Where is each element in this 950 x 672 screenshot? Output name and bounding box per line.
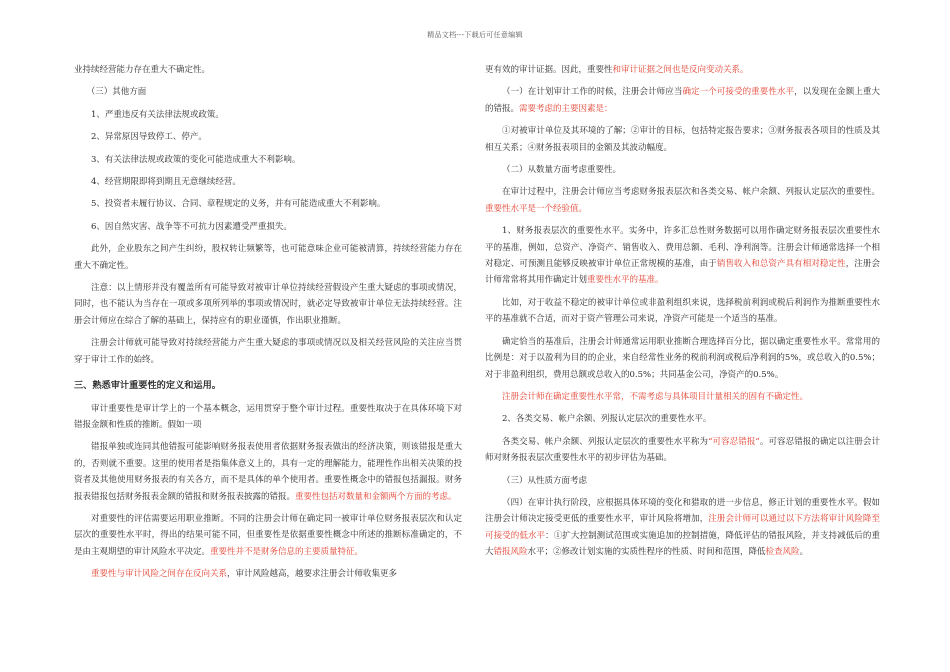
subheading-quantity: （二）从数量方面考虑重要性。 [502,165,622,176]
highlight-text: 需要考虑的主要因素是： [519,103,613,114]
paragraph-planning [485,84,880,117]
audit-process-text: 在审计过程中，注册会计师应当考虑财务报表层次和各类交易、帐户余额、列报认定层次的重要性。 [502,187,880,198]
paragraph-continuation [485,62,880,78]
section-heading-materiality: 三、熟悉审计重要性的定义和运用。 [74,380,221,392]
highlight-text: 确定一个可接受的重要性水平 [682,87,795,98]
highlight-text: 注册会计师可以通过以下方法将审计风险降至可接受的低水平 [485,514,880,541]
relation-text: ，审计风险越高，越要求注册会计师收集更多 [227,569,398,580]
right-column [485,62,880,567]
paragraph-evaluation [74,511,462,560]
highlight-text: 重要性与审计风险之间存在反向关系 [91,569,228,580]
paragraph-statement-level [485,223,880,289]
paragraph-inverse-relation [74,566,462,582]
list-item: 1、严重违反有关法律法规或政策。 [91,109,224,120]
planning-text: ，以发现在金额上重大的错报。 [485,87,880,114]
evaluation-text: 对重要性的评估需要运用职业推断。不同的注册会计师在确定同一被审计单位财务报表层次和认定层次的重要性水平时，得出的结果可能不同，但重要性是依据重要性概念中所述的推断标准确定的，不是由主观期望的审计风险水平决定。 [74,513,462,557]
highlight-text: “可容忍错报” [708,436,760,447]
paragraph-materiality-definition: 审计重要性是审计学上的一个基本概念，运用贯穿于整个审计过程。重要性取决于在具体环境下对错报金额和性质的推断。假如一项 [74,403,462,430]
execution-text: 水平；②修改计划实施的实质性程序的性质、时间和范围，降低 [527,547,766,558]
paragraph-factors: ①对被审计单位及其环境的了解；②审计的目标，包括特定报告要求；③财务报表各项目的性质及其相互关系；④财务报表项目的金额及其波动幅度。 [485,126,880,153]
paragraph-execution-stage [485,495,880,561]
paragraph-percentages: 确定恰当的基准后，注册会计师通常运用职业推断合理选择百分比，据以确定重要性水平。常常用的比例是：对于以盈利为目的的企业，来自经常性业务的税前利润或税后净利润的5%，或总收入的0.5%；对于非盈利组织，费用总额或总收入的0.5%；共同基金公司，净资产的0.5%。 [485,336,880,380]
list-item: 4、经营期限即将到期且无意继续经营。 [91,177,241,188]
paragraph-misstatement [74,439,462,505]
paragraph-tolerable-misstatement [485,434,880,467]
planning-text: （一）在计划审计工作的时候，注册会计师应当 [502,87,683,98]
execution-text: （四）在审计执行阶段，应根据具体环境的变化和猎取的进一步信息，修正计划的重要性水平。假如注册会计师决定接受更低的重要性水平，审计风险将增加， [485,497,880,525]
subheading-nature: （三）从性质方面考虑 [502,475,588,486]
continuation-text: 更有效的审计证据。因此，重要性 [485,65,613,75]
highlight-text: 重要性包括对数量和金额两个方面的考虑。 [295,491,457,502]
subheading-other-aspects: （三）其他方面 [86,87,147,98]
list-item: 2、异常原因导致停工、停产。 [91,132,207,143]
paragraph-additionally: 此外，企业股东之间产生纠纷，股权转让频繁等，也可能意味企业可能被清算，持续经营能力存在重大不确定性。 [74,244,462,271]
paragraph-cpa-attention: 注册会计师就可能导致对持续经营能力产生重大疑虑的事项或情况以及相关经营风险的关注应当贯穿于审计工作的始终。 [74,338,462,365]
highlight-text: 错报风险 [493,547,528,558]
page-header: 精品文档---下载后可任意编辑 [427,31,523,39]
statement-level-text: ，注册会计师常常将其用作确定计划 [485,259,880,286]
paragraph-continuation: 业持续经营能力存在重大不确定性。 [74,65,211,75]
tolerable-text: 各类交易、帐户余额、列报认定层次的重要性水平称为 [502,436,709,447]
paragraph-note: 注意：以上情形并没有覆盖所有可能导致对被审计单位持续经营假设产生重大疑虑的事项或情况，同时，也不能认为当存在一项或多项所列举的事项或情况时，就必定导致被审计单位无法持续经营。注册会计师应在综合了解的基础上，保持应有的职业谨慎，作出职业推断。 [74,283,462,326]
execution-text: ：①扩大控制测试范围或实施追加的控制措施，降低评估的错报风险，并支持减低后的重大 [485,530,880,558]
execution-text: 。 [799,547,809,558]
misstatement-text: 错报单独或连同其他错报可能影响财务报表使用者依据财务报表做出的经济决策，则该错报是重大的，否则就不重要。这里的使用者是指集体意义上的，具有一定的理解能力，能理性作出相关决策的投资者及其他使用财务报表的有关各方，而不是具体的单个使用者。重要性概念中的错报包括漏报。财务报表错报包括财务报表金额的错报和财务报表披露的错报。 [74,442,462,502]
paragraph-account-level: 2、各类交易、帐户余额、列报认定层次的重要性水平。 [502,414,712,425]
paragraph-example: 比如，对于收益不稳定的被审计单位或非盈利组织来说，选择税前利润或税后利润作为推断重要性水平的基准就不合适，而对于资产管理公司来说，净资产可能是一个适当的基准。 [485,297,880,325]
highlight-text: 重要性并不是财务信息的主要质量特征。 [210,546,364,557]
highlight-text: 检查风险 [765,547,800,558]
statement-level-text: 1、财务报表层次的重要性水平。实务中，许多汇总性财务数据可以用作确定财务报表层次重要性水平的基准，例如，总资产、净资产、销售收入、费用总额、毛利、净利润等。注册会计师通常选择一个相对稳定、可预测且能够反映被审计单位正常规模的基准，由于 [485,226,880,270]
left-column [74,62,462,589]
highlight-text: 销售收入和总资产具有相对稳定性 [716,259,846,270]
paragraph-audit-process [485,184,880,217]
list-item: 5、投资者未履行协议、合同、章程规定的义务，并有可能造成重大不利影响。 [91,199,386,210]
list-item: 6、因自然灾害、战争等不可抗力因素遭受严重损失。 [91,221,292,232]
paragraph-highlight-note: 注册会计师在确定重要性水平常，不需考虑与具体项目计量相关的固有不确定性。 [502,391,809,402]
highlight-text: 重要性水平的基准。 [587,275,664,286]
highlight-text: 和审计证据之间也是反向变动关系。 [612,65,749,75]
list-item: 3、有关法律法规或政策的变化可能造成重大不利影响。 [91,154,301,165]
tolerable-text: 。可容忍错报的确定以注册会计师对财务报表层次重要性水平的初步评估为基础。 [485,436,880,464]
highlight-text: 重要性水平是一个经验值。 [485,203,588,214]
